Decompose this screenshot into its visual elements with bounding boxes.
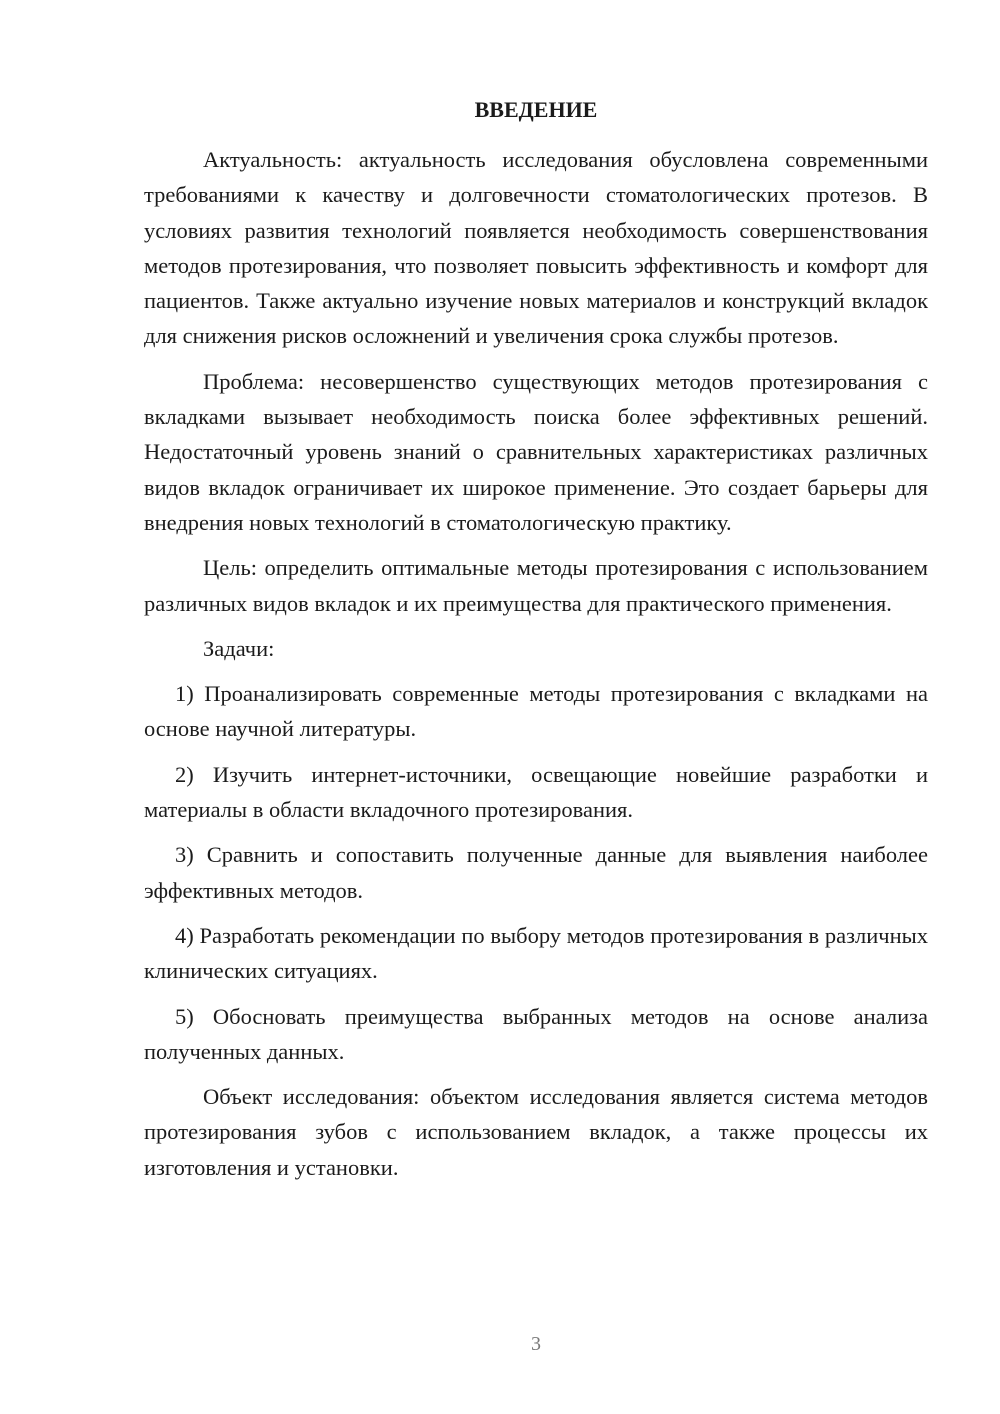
relevance-paragraph: Актуальность: актуальность исследования обусловлена современными требованиями к качеству и долговечности стоматологических протезов. В условиях развития технологий появляется необходимость совершенствования методов протезирования, что позволяет повысить эффективность и комфорт для пациентов. Также актуально изучение новых материалов и конструкций вкладок для снижения рисков осложнений и увеличения срока службы протезов. — [144, 147, 928, 349]
task-item-3: 3) Сравнить и сопоставить полученные данные для выявления наиболее эффективных методов. — [144, 842, 928, 903]
page-content — [144, 92, 928, 1195]
tasks-list — [144, 676, 928, 1069]
task-item-5: 5) Обосновать преимущества выбранных методов на основе анализа полученных данных. — [144, 1003, 928, 1064]
goal-paragraph: Цель: определить оптимальные методы протезирования с использованием различных видов вкладок и их преимущества для практического применения. — [144, 555, 928, 616]
tasks-label: Задачи: — [203, 635, 275, 661]
task-item-2: 2) Изучить интернет-источники, освещающие новейшие разработки и материалы в области вкладочного протезирования. — [144, 761, 928, 823]
task-item-4: 4) Разработать рекомендации по выбору методов протезирования в различных клинических ситуациях. — [144, 922, 928, 984]
page-number: 3 — [531, 1333, 541, 1355]
object-paragraph: Объект исследования: объектом исследования является система методов протезирования зубов с использованием вкладок, а также процессы их изготовления и установки. — [144, 1084, 928, 1180]
task-item-1: 1) Проанализировать современные методы протезирования с вкладками на основе научной литературы. — [144, 681, 928, 742]
problem-paragraph: Проблема: несовершенство существующих методов протезирования с вкладками вызывает необходимость поиска более эффективных решений. Недостаточный уровень знаний о сравнительных характеристиках различных видов вкладок ограничивает их широкое применение. Это создает барьеры для внедрения новых технологий в стоматологическую практику. — [144, 368, 928, 535]
section-title: ВВЕДЕНИЕ — [474, 97, 598, 122]
